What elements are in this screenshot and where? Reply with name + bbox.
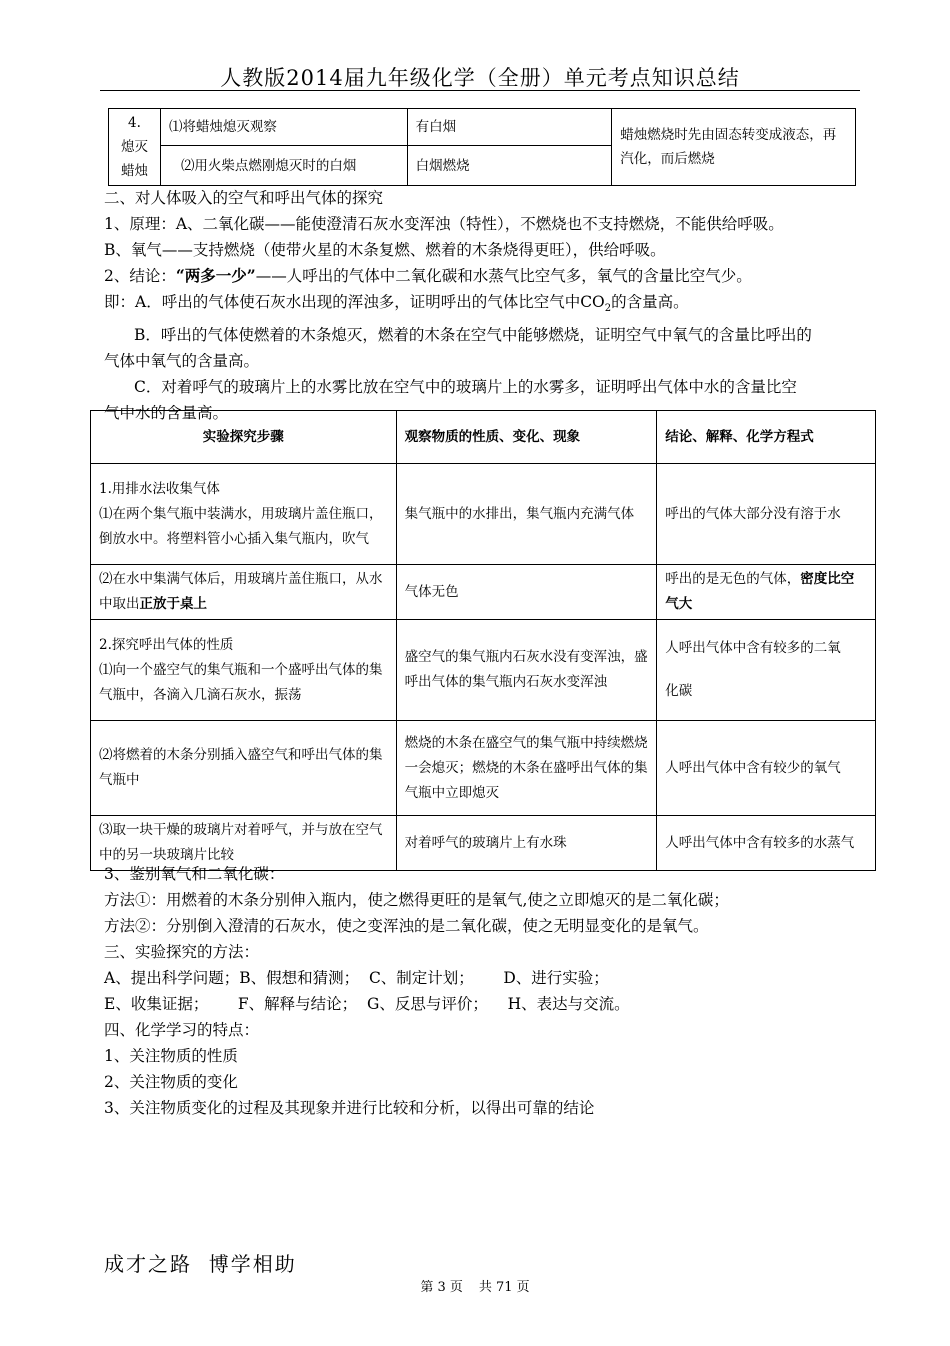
action-cell: ⑴将蜡烛熄灭观察 — [160, 109, 407, 146]
conclusion-cell: 呼出的气体大部分没有溶于水 — [657, 464, 876, 565]
table-row — [109, 109, 856, 146]
conclusion-cell — [657, 620, 876, 721]
header-conclusions: 结论、解释、化学方程式 — [657, 411, 876, 464]
header-observations: 观察物质的性质、变化、现象 — [396, 411, 657, 464]
observation-cell: 盛空气的集气瓶内石灰水没有变浑浊，盛呼出气体的集气瓶内石灰水变浑浊 — [396, 620, 657, 721]
conclusion-cell: 蜡烛燃烧时先由固态转变成液态，再汽化，而后燃烧 — [612, 109, 856, 186]
step-title: 1.用排水法收集气体 — [99, 480, 220, 497]
point-c-line1: C．对着呼气的玻璃片上的水雾比放在空气中的玻璃片上的水雾多，证明呼出气体中水的含量比空 — [134, 378, 797, 397]
page-number — [0, 1276, 950, 1295]
total-pages: 共 71 页 — [478, 1280, 530, 1295]
section-identify — [104, 861, 864, 1121]
section-title: 三、实验探究的方法： — [104, 943, 260, 961]
conclusion-text: 化碳 — [665, 683, 693, 699]
action-cell: ⑵用火柴点燃刚熄灭时的白烟 — [160, 146, 407, 186]
step-text: ⑵在水中集满气体后，用玻璃片盖住瓶口，从水中取出 — [99, 571, 383, 612]
method-1: 方法①：用燃着的木条分别伸入瓶内，使之燃得更旺的是氧气,使之立即熄灭的是二氧化碳； — [104, 891, 729, 909]
table-header-row — [91, 411, 876, 464]
observation-cell: 对着呼气的玻璃片上有水珠 — [396, 816, 657, 871]
point-b-line2: 气体中氧气的含量高。 — [104, 352, 260, 371]
observation-cell: 白烟燃烧 — [407, 146, 612, 186]
current-page: 第 3 页 — [420, 1280, 463, 1295]
section-respiration — [104, 185, 864, 426]
conclusion-bold: “两多一少” — [175, 266, 256, 285]
candle-table — [108, 108, 856, 186]
point-a-text: 即：A．呼出的气体使石灰水出现的浑浊多，证明呼出的气体比空气中CO — [104, 293, 605, 311]
list-item: 1、关注物质的性质 — [104, 1047, 238, 1065]
step-cell — [91, 464, 397, 565]
conclusion-line — [104, 263, 864, 289]
list-item: 3、关注物质变化的过程及其现象并进行比较和分析，以得出可靠的结论 — [104, 1099, 595, 1117]
observation-cell: 气体无色 — [396, 565, 657, 620]
page-header-title: 人教版2014届九年级化学（全册）单元考点知识总结 — [220, 66, 740, 90]
method-2: 方法②：分别倒入澄清的石灰水，使之变浑浊的是二氧化碳，使之无明显变化的是氧气。 — [104, 917, 709, 935]
step-cell — [91, 620, 397, 721]
section-title: 二、对人体吸入的空气和呼出气体的探究 — [104, 189, 384, 207]
list-item: 2、关注物质的变化 — [104, 1073, 238, 1091]
table-row — [91, 620, 876, 721]
table-row — [91, 565, 876, 620]
point-a-text-end: 的含量高。 — [611, 293, 689, 311]
conclusion-bold: 密度比空气大 — [665, 571, 855, 612]
step-cell: ⑵将燃着的木条分别插入盛空气和呼出气体的集气瓶中 — [91, 721, 397, 816]
section-title: 四、化学学习的特点： — [104, 1021, 260, 1039]
principle-b: B、氧气——支持燃烧（使带火星的木条复燃、燃着的木条烧得更旺），供给呼吸。 — [104, 241, 666, 259]
step-number: 4. — [128, 115, 141, 131]
point-a — [104, 289, 864, 322]
table-row — [91, 464, 876, 565]
section-title: 3、鉴别氧气和二氧化碳： — [104, 865, 285, 883]
step-text: ⑴在两个集气瓶中装满水，用玻璃片盖住瓶口，倒放水中。将塑料管小心插入集气瓶内，吹气 — [99, 505, 383, 547]
subscript: 2 — [604, 303, 612, 315]
step-cell — [91, 565, 397, 620]
observation-cell: 集气瓶中的水排出，集气瓶内充满气体 — [396, 464, 657, 565]
methods-line-2: E、收集证据； F、解释与结论； G、反思与评价； H、表达与交流。 — [104, 995, 630, 1013]
step-text: ⑴向一个盛空气的集气瓶和一个盛呼出气体的集气瓶中，各滴入几滴石灰水，振荡 — [99, 661, 383, 703]
experiment-table — [90, 410, 876, 871]
header-divider — [100, 90, 860, 91]
step-bold: 正放于桌上 — [139, 596, 207, 612]
step-label-cell — [109, 109, 161, 186]
header-steps: 实验探究步骤 — [91, 411, 397, 464]
principle-a: 1、原理：A、二氧化碳——能使澄清石灰水变浑浊（特性），不燃烧也不支持燃烧，不能供给呼吸。 — [104, 215, 784, 233]
conclusion-cell: 人呼出气体中含有较多的水蒸气 — [657, 816, 876, 871]
conclusion-rest: ——人呼出的气体中二氧化碳和水蒸气比空气多，氧气的含量比空气少。 — [255, 267, 752, 285]
observation-cell: 有白烟 — [407, 109, 612, 146]
conclusion-text: 人呼出气体中含有较多的二氧 — [665, 640, 841, 656]
point-b-line1: B．呼出的气体使燃着的木条熄灭，燃着的木条在空气中能够燃烧，证明空气中氧气的含量比呼出的 — [134, 326, 812, 345]
conclusion-prefix: 2、结论： — [104, 267, 176, 285]
step-label: 蜡烛 — [120, 163, 148, 179]
conclusion-cell — [657, 565, 876, 620]
observation-cell: 燃烧的木条在盛空气的集气瓶中持续燃烧一会熄灭；燃烧的木条在盛呼出气体的集气瓶中立即熄灭 — [396, 721, 657, 816]
step-cell: ⑶取一块干燥的玻璃片对着呼气，并与放在空气中的另一块玻璃片比较 — [91, 816, 397, 871]
point-c-line2: 气中水的含量高。 — [104, 404, 229, 423]
table-row — [91, 721, 876, 816]
conclusion-cell: 人呼出气体中含有较少的氧气 — [657, 721, 876, 816]
methods-line-1: A、提出科学问题；B、假想和猜测； C、制定计划； D、进行实验； — [104, 969, 609, 987]
step-label: 熄灭 — [120, 139, 148, 155]
step-title: 2.探究呼出气体的性质 — [99, 636, 234, 653]
footer-slogan: 成才之路 博学相助 — [104, 1252, 297, 1276]
conclusion-text: 呼出的是无色的气体， — [665, 571, 801, 587]
